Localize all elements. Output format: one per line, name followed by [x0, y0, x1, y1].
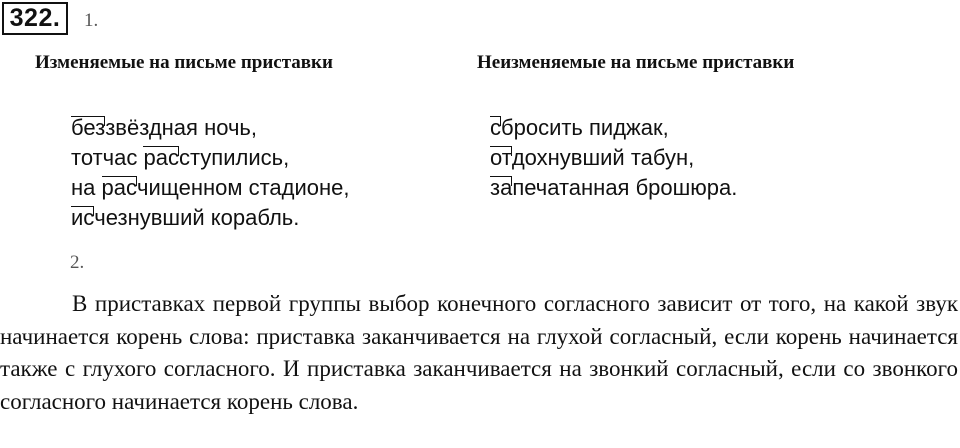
example-item — [71, 113, 350, 143]
changeable-prefixes-heading: Изменяемые на письме приставки — [35, 52, 333, 73]
example-item — [71, 143, 350, 173]
example-lead: тотчас — [71, 145, 144, 170]
example-rest: ступились, — [178, 145, 290, 170]
prefix-mark: с — [490, 113, 501, 143]
example-item — [71, 173, 350, 203]
prefix-mark: без — [71, 113, 105, 143]
example-item — [490, 143, 737, 173]
example-rest: бросить пиджак, — [501, 115, 669, 140]
part-2-label: 2. — [70, 252, 85, 273]
unchangeable-examples-list — [490, 113, 737, 203]
prefix-mark: рас — [102, 173, 137, 203]
example-rest: печатанная брошюра. — [512, 175, 738, 200]
example-rest: чезнувший корабль. — [94, 205, 300, 230]
part-1-label: 1. — [84, 10, 99, 31]
example-item — [490, 113, 737, 143]
prefix-mark: за — [490, 173, 512, 203]
unchangeable-prefixes-heading: Неизменяемые на письме приставки — [477, 52, 795, 73]
explanation-paragraph: В приставках первой группы выбор конечного согласного зависит от того, на какой звук начинается корень слова: приставка заканчивается на глухой согласный, если корень начинается также с глухого согласного. И приставка заканчивается на звонкий согласный, если со звонкого согласного начинается корень слова. — [0, 291, 958, 414]
prefix-mark: ис — [71, 203, 94, 233]
exercise-number: 322. — [2, 2, 68, 35]
example-lead: на — [71, 175, 102, 200]
example-rest: чищенном стадионе, — [136, 175, 350, 200]
example-item — [71, 203, 350, 233]
example-item — [490, 173, 737, 203]
example-rest: дохнувший табун, — [511, 145, 695, 170]
prefix-mark: рас — [143, 143, 178, 173]
prefix-mark: от — [490, 143, 512, 173]
example-rest: звёздная ночь, — [105, 115, 258, 140]
changeable-examples-list — [71, 113, 350, 233]
